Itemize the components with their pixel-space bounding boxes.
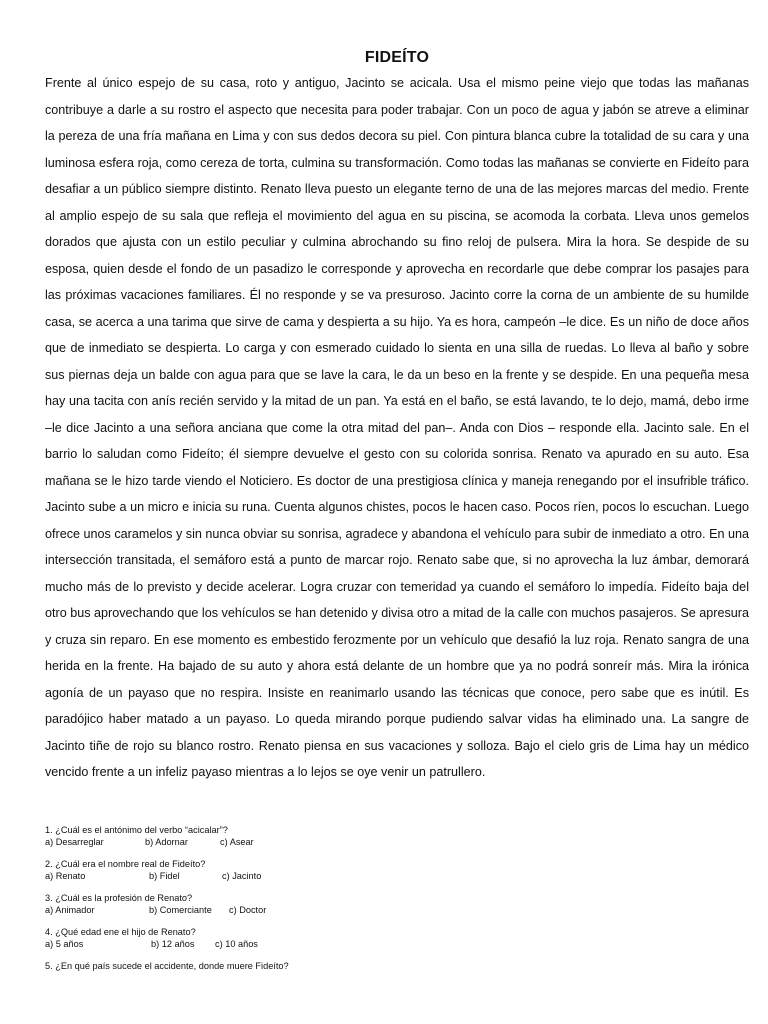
option-a: a) Renato xyxy=(45,871,86,881)
story-paragraph: Frente al único espejo de su casa, roto y antiguo, Jacinto se acicala. Usa el mismo peine viejo que todas las mañanas contribuye a darle a su rostro el aspecto que necesita para poder trabajar. Con un poco de agua y jabón se atreve a eliminar la pereza de una fría mañana en Lima y con sus dedos decora su piel. Con pintura blanca cubre la totalidad de su cara y una luminosa esfera roja, como cereza de torta, culmina su transformación. Como todas las mañanas se convierte en Fideíto para desafiar a un público siempre distinto. Renato lleva puesto un elegante terno de una de las mejores marcas del medio. Frente al amplio espejo de su sala que refleja el movimiento del agua en su piscina, se acomoda la corbata. Lleva unos gemelos dorados que ajusta con un estilo peculiar y culmina abrochando su fino reloj de pulsera. Mira la hora. Se despide de su esposa, quien desde el fondo de un pasadizo le corresponde y aprovecha en recordarle que debe comprar los pasajes para las próximas vacaciones familiares. Él no responde y se va presuroso. Jacinto corre la corna de un ambiente de su humilde casa, se acerca a una tarima que sirve de cama y despierta a su hijo. Ya es hora, campeón –le dice. Es un niño de doce años que de inmediato se despierta. Lo carga y con esmerado cuidado lo sienta en una silla de ruedas. Lo lleva al baño y sobre sus piernas deja un balde con agua para que se lave la cara, le da un beso en la frente y se despide. En una pequeña mesa hay una tacita con anís recién servido y la mitad de un pan. Ya está en el baño, se está lavando, te lo dejo, mamá, debo irme –le dice Jacinto a una señora anciana que come la otra mitad del pan–. Anda con Dios – responde ella. Jacinto sale. En el barrio lo saludan como Fideíto; él siempre devuelve el gesto con su colorida sonrisa. Renato va apurado en su auto. Esa mañana se le hizo tarde viendo el Noticiero. Es doctor de una prestigiosa clínica y maneja renegando por el insufrible tráfico. Jacinto sube a un micro e inicia su runa. Cuenta algunos chistes, pocos le hacen caso. Pocos ríen, pocos lo escuchan. Luego ofrece unos caramelos y sin nunca obviar su sonrisa, agradece y abandona el vehículo para subir de inmediato a otro. En una intersección transitada, el semáforo está a punto de marcar rojo. Renato sabe que, si no aprovecha la luz ámbar, demorará mucho más de lo previsto y decide acelerar. Logra cruzar con temeridad ya cuando el semáforo lo impedía. Fideíto baja del otro bus aprovechando que los vehículos se han detenido y divisa otro a mitad de la calle con muchos pasajeros. Se apresura y cruza sin reparo. En ese momento es embestido ferozmente por un vehículo que desafió la luz roja. Renato sangra de una herida en la frente. Ha bajado de su auto y ahora está delante de un hombre que ya no podrá sonreír más. Mira la irónica agonía de un payaso que no respira. Insiste en reanimarlo usando las técnicas que conoce, pero sabe que es inútil. Es paradójico haber matado a un payaso. Lo queda mirando porque pudiendo salvar vidas ha eliminado una. La sangre de Jacinto tiñe de rojo su blanco rostro. Renato piensa en sus vacaciones y solloza. Bajo el cielo gris de Lima hay un médico vencido frente a un infeliz payaso mientras a lo lejos se oye venir un patrullero. xyxy=(45,76,749,779)
document-title: FIDEÍTO xyxy=(364,49,430,66)
question-3 xyxy=(45,892,545,916)
option-b: b) Comerciante xyxy=(149,905,212,915)
question-text: 4. ¿Qué edad ene el hijo de Renato? xyxy=(45,927,196,937)
question-2 xyxy=(45,858,545,882)
question-1 xyxy=(45,824,545,848)
question-options xyxy=(45,870,545,882)
option-c: c) Doctor xyxy=(229,905,267,915)
option-a: a) 5 años xyxy=(45,939,84,949)
question-options xyxy=(45,938,545,950)
option-c: c) 10 años xyxy=(215,939,258,949)
option-a: a) Desarreglar xyxy=(45,837,104,847)
option-b: b) Fidel xyxy=(149,871,180,881)
question-text: 3. ¿Cuál es la profesión de Renato? xyxy=(45,893,193,903)
question-options xyxy=(45,836,545,848)
option-c: c) Asear xyxy=(220,837,254,847)
document-page xyxy=(45,48,749,786)
question-5 xyxy=(45,960,545,972)
questions-section xyxy=(45,824,545,982)
question-text: 2. ¿Cuál era el nombre real de Fideíto? xyxy=(45,859,206,869)
question-options xyxy=(45,904,545,916)
option-b: b) 12 años xyxy=(151,939,195,949)
question-text: 1. ¿Cuál es el antónimo del verbo “acicalar”? xyxy=(45,825,228,835)
option-b: b) Adornar xyxy=(145,837,188,847)
question-4 xyxy=(45,926,545,950)
question-text: 5. ¿En qué país sucede el accidente, donde muere Fideíto? xyxy=(45,961,289,971)
option-c: c) Jacinto xyxy=(222,871,262,881)
option-a: a) Animador xyxy=(45,905,95,915)
